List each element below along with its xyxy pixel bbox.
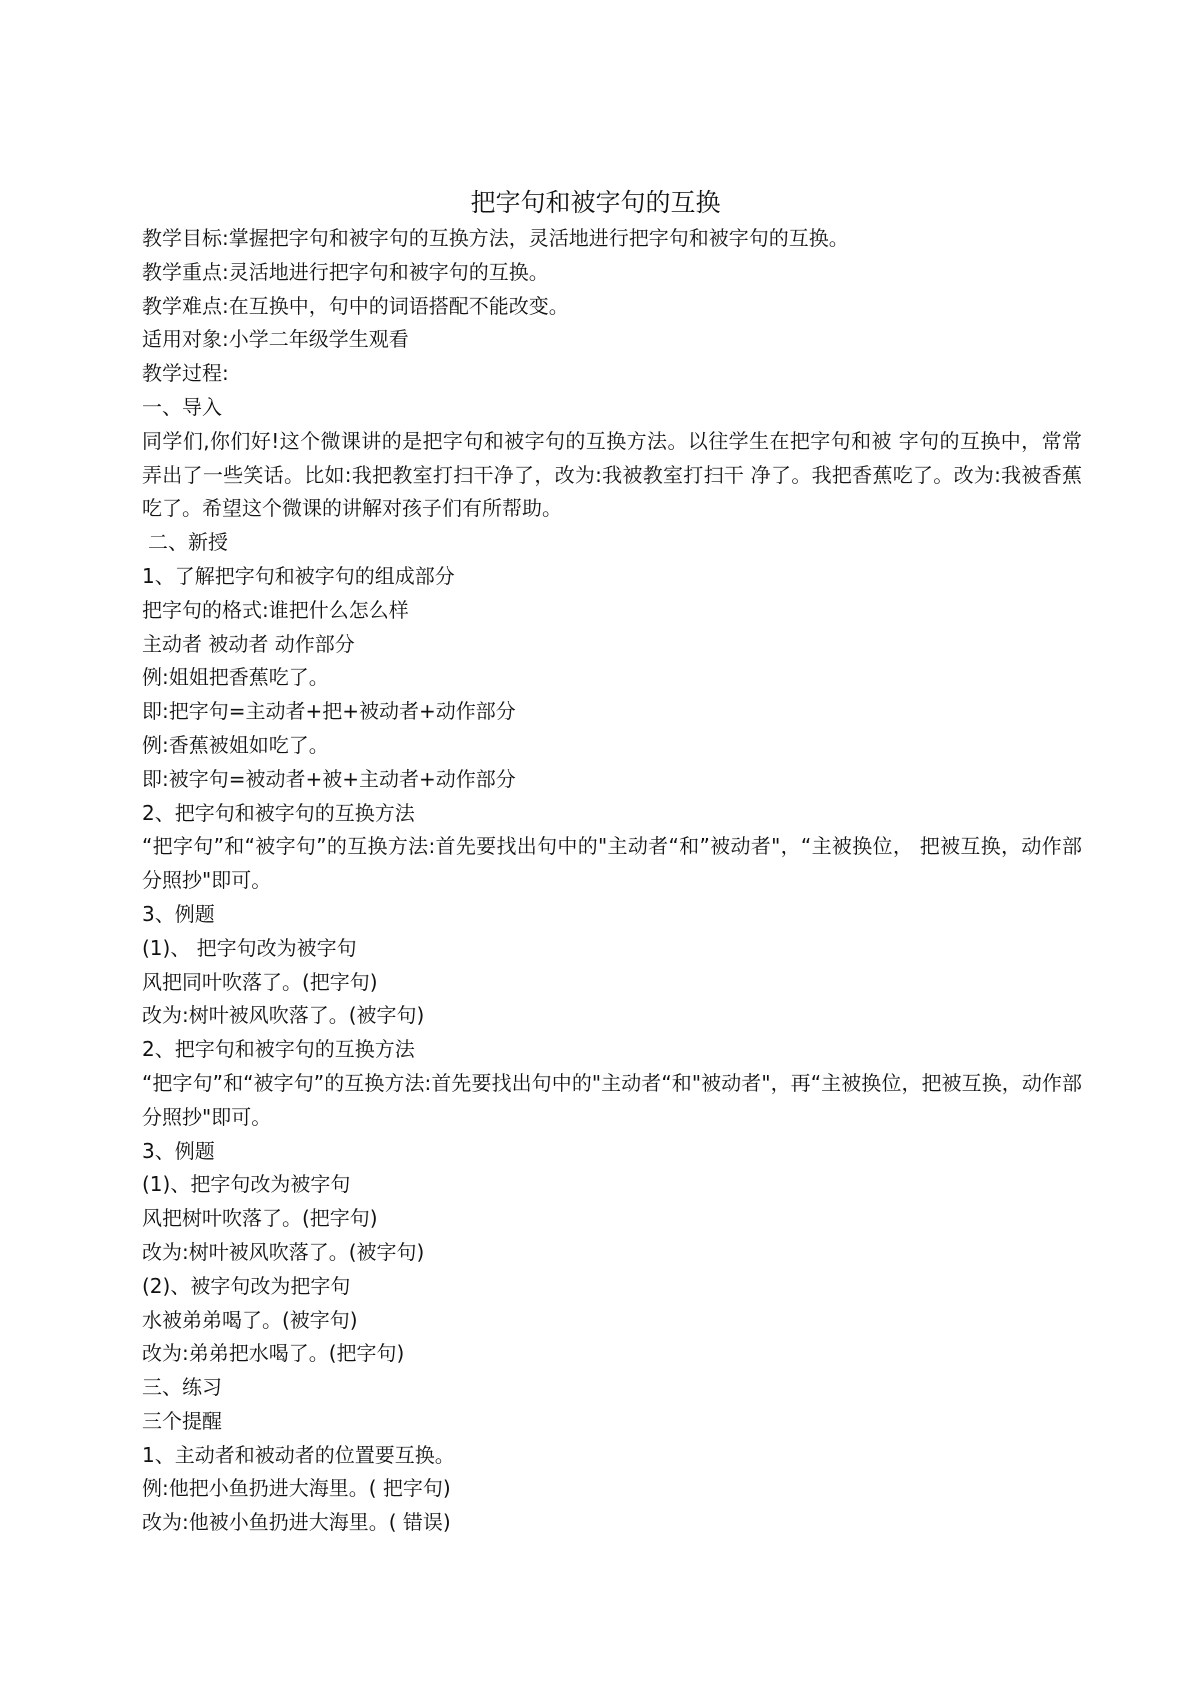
text-line: 教学过程:: [142, 361, 229, 386]
text-line: 即:把字句=主动者+把+被动者+动作部分: [142, 699, 516, 724]
text-line: 教学重点:灵活地进行把字句和被字句的互换。: [142, 259, 549, 284]
paragraph: “把字句”和“被字句”的互换方法:首先要找出句中的"主动者“和”被动者"，“主被换位， 把被互换，动作部分照抄"即可。: [142, 834, 1082, 893]
text-line: 例:香蕉被姐如吃了。: [142, 732, 329, 757]
text-line: 适用对象:小学二年级学生观看: [142, 327, 409, 352]
subsection-heading: 2、把字句和被字句的互换方法: [142, 1037, 415, 1062]
text-line: (2)、被字句改为把字句: [142, 1273, 351, 1298]
document-body: [142, 222, 1082, 1540]
subsection-heading: 3、例题: [142, 1138, 215, 1163]
subsection-heading: 3、例题: [142, 901, 215, 926]
text-line: 教学难点:在互换中，句中的词语搭配不能改变。: [142, 293, 569, 318]
text-line: 教学目标:掌握把字句和被字句的互换方法，灵活地进行把字句和被字句的互换。: [142, 226, 849, 250]
text-line: 三个提醒: [142, 1408, 222, 1433]
text-line: 把字句的格式:谁把什么怎么样: [142, 597, 409, 622]
text-line: 风把同叶吹落了。(把字句): [142, 969, 378, 994]
subsection-heading: 2、把字句和被字句的互换方法: [142, 800, 415, 825]
text-line: 例:姐姐把香蕉吃了。: [142, 665, 329, 690]
text-line: 主动者 被动者 动作部分: [142, 631, 355, 656]
text-line: 即:被字句=被动者+被+主动者+动作部分: [142, 766, 516, 791]
text-line: 改为:弟弟把水喝了。(把字句): [142, 1341, 405, 1366]
paragraph: “把字句”和“被字句”的互换方法:首先要找出句中的"主动者“和"被动者"，再“主被换位，把被互换，动作部分照抄"即可。: [142, 1070, 1082, 1129]
text-line: 改为:树叶被风吹落了。(被字句): [142, 1003, 425, 1028]
paragraph: 同学们,你们好!这个微课讲的是把字句和被字句的互换方法。以往学生在把字句和被 字句的互换中，常常弄出了一些笑话。比如:我把教室打扫干净了，改为:我被教室打扫干 净了。我把香蕉吃了。改为:我被香蕉吃了。希望这个微课的讲解对孩子们有所帮助。: [142, 428, 1082, 521]
subsection-heading: 1、了解把字句和被字句的组成部分: [142, 563, 455, 588]
text-line: 改为:他被小鱼扔进大海里。( 错误): [142, 1510, 451, 1535]
text-line: (1)、 把字句改为被字句: [142, 935, 357, 960]
text-line: 水被弟弟喝了。(被字句): [142, 1307, 358, 1332]
text-line: 改为:树叶被风吹落了。(被字句): [142, 1239, 425, 1264]
document-title: 把字句和被字句的互换: [470, 188, 721, 217]
text-line: 风把树叶吹落了。(把字句): [142, 1206, 378, 1231]
section-heading: 一、导入: [142, 394, 222, 419]
section-heading: 二、新授: [148, 530, 228, 555]
text-line: 1、主动者和被动者的位置要互换。: [142, 1442, 455, 1467]
section-heading: 三、练习: [142, 1375, 222, 1400]
text-line: 例:他把小鱼扔进大海里。( 把字句): [142, 1476, 451, 1501]
text-line: (1)、把字句改为被字句: [142, 1172, 351, 1197]
